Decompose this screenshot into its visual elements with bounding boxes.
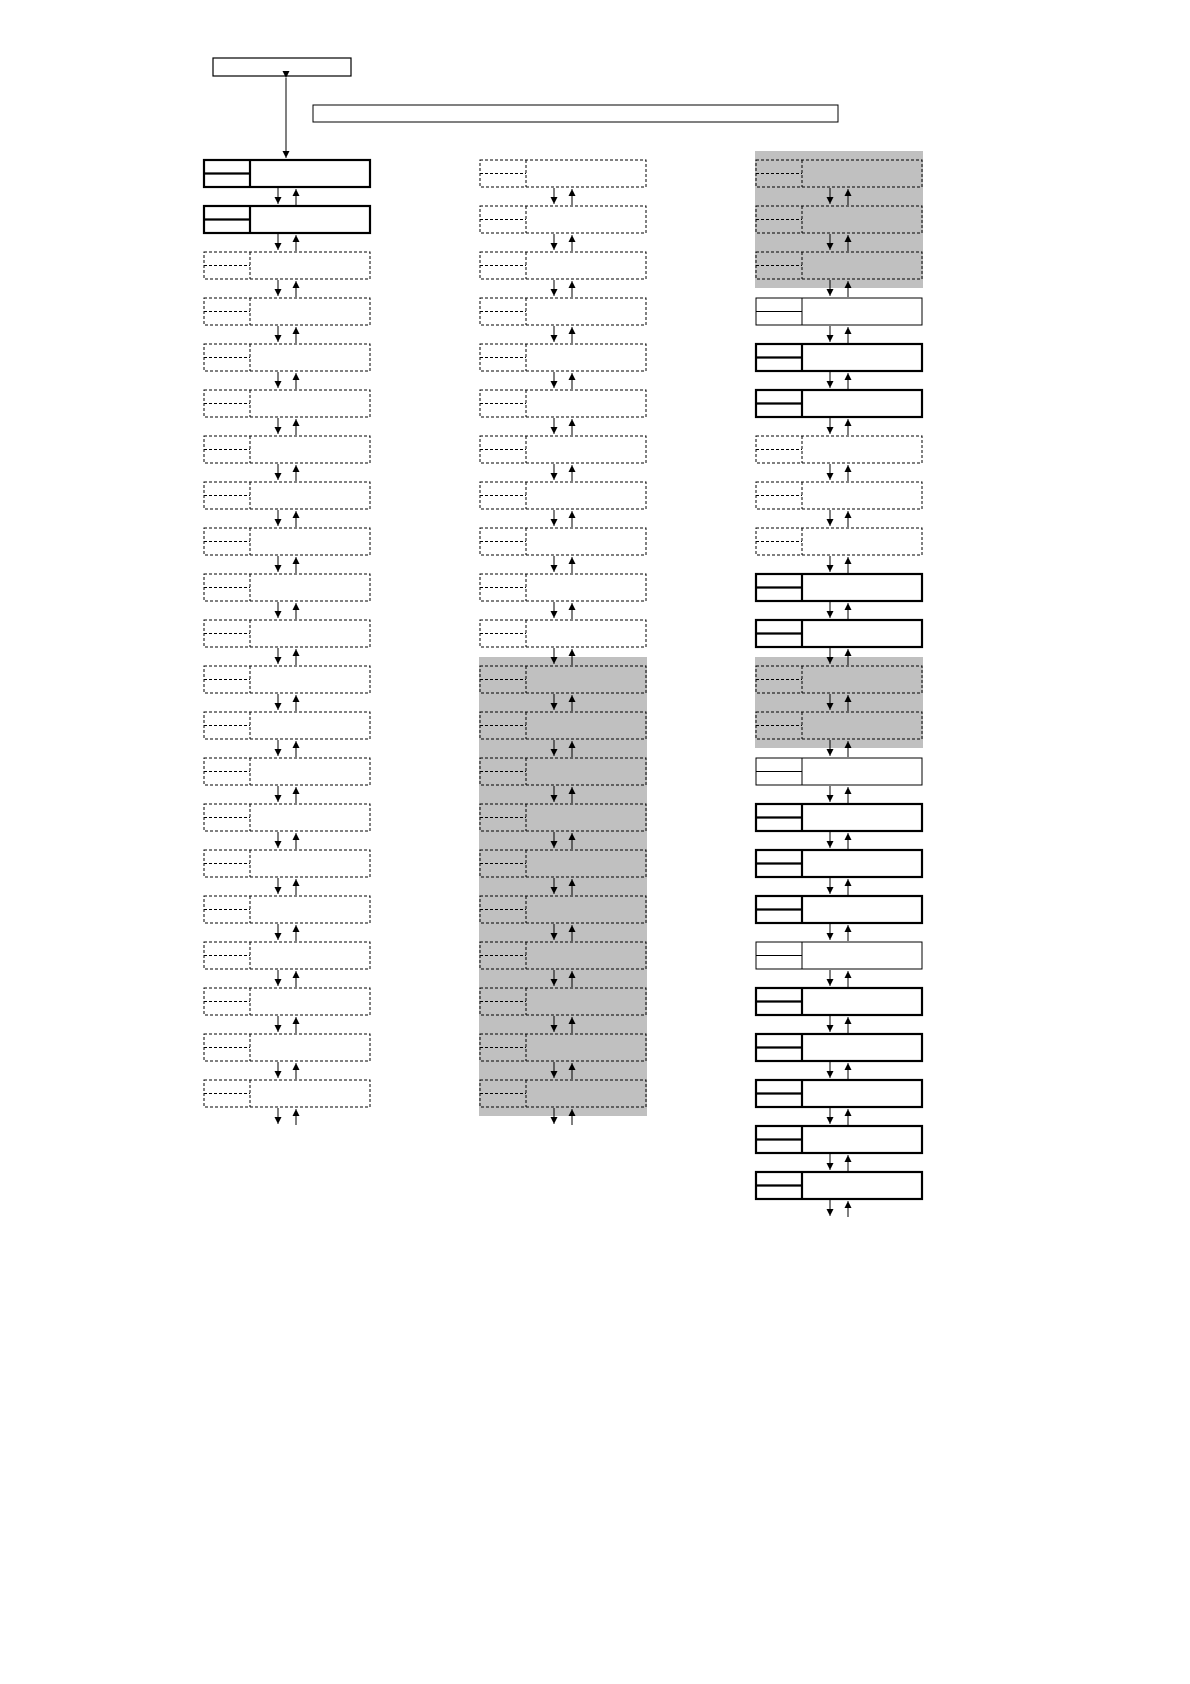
block [204,620,370,665]
block [204,344,370,389]
block [756,1172,922,1217]
block [204,528,370,573]
block [480,528,646,573]
block [756,942,922,987]
block [756,482,922,527]
block [756,298,922,343]
block [204,1034,370,1079]
block [204,942,370,987]
block [756,804,922,849]
block [204,390,370,435]
block [480,160,646,205]
block [480,298,646,343]
block [204,252,370,297]
block [756,758,922,803]
block [480,436,646,481]
block [204,206,370,251]
block [204,436,370,481]
block [204,712,370,757]
block [204,160,370,205]
block [756,344,922,389]
shaded-region [755,657,923,748]
banner-box [313,105,838,122]
block [480,344,646,389]
block [204,298,370,343]
block [756,436,922,481]
block [756,988,922,1033]
block [204,804,370,849]
block [204,988,370,1033]
block [204,850,370,895]
top-box [213,58,351,76]
block [480,252,646,297]
block [480,390,646,435]
block [204,758,370,803]
block [756,1080,922,1125]
column-2 [479,160,647,1125]
block [204,482,370,527]
block [480,482,646,527]
block [204,574,370,619]
block [204,1080,370,1125]
block [756,390,922,435]
block [756,896,922,941]
block [756,1034,922,1079]
shaded-region [755,151,923,288]
column-3 [755,151,923,1217]
block [756,850,922,895]
column-1 [204,160,370,1125]
block [480,206,646,251]
block [756,574,922,619]
block [204,666,370,711]
block [756,528,922,573]
shaded-region [479,657,647,1116]
columns-layer [204,151,923,1217]
block [480,574,646,619]
block [204,896,370,941]
block [756,1126,922,1171]
